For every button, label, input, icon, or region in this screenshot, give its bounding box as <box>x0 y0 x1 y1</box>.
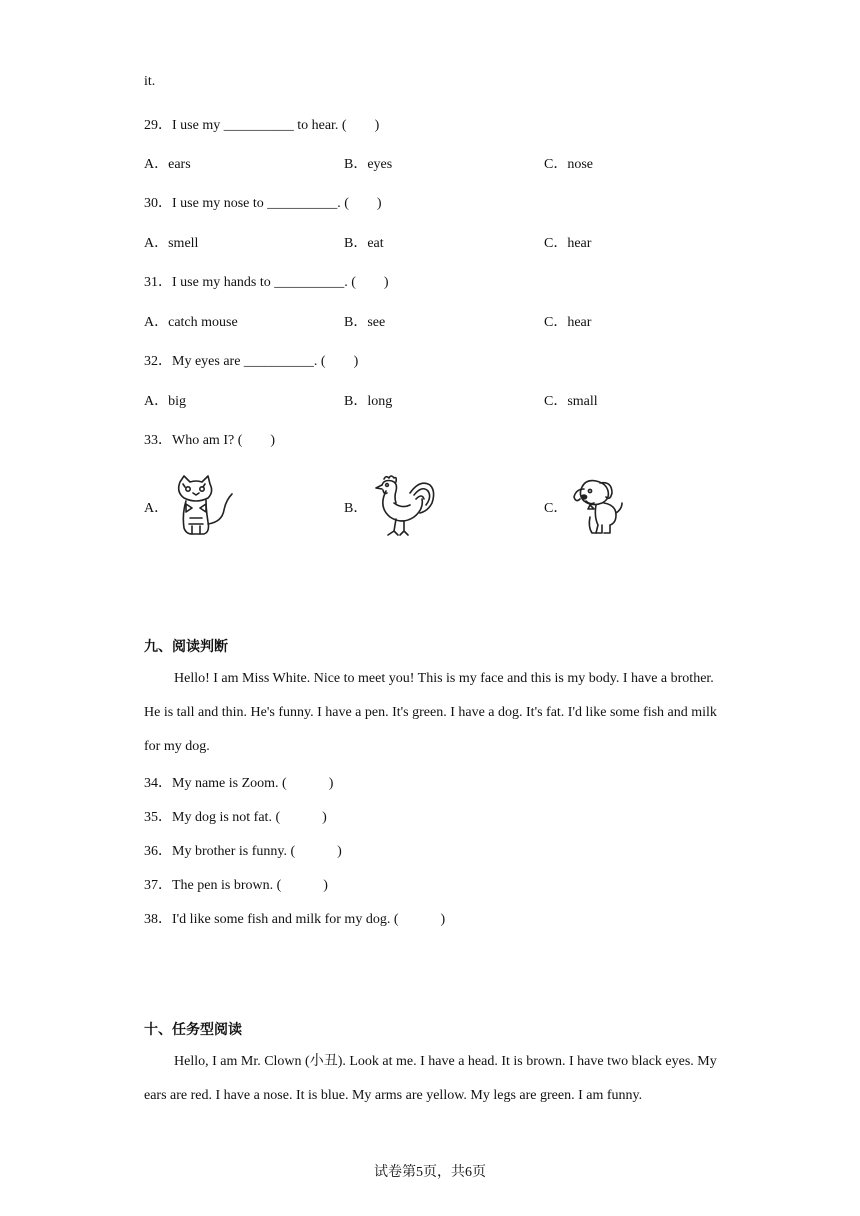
dog-icon <box>572 477 624 537</box>
q31-option-b: B．see <box>344 315 386 330</box>
rooster-icon <box>372 473 438 539</box>
question-29: 29．I use my __________ to hear. ( ) <box>144 118 380 133</box>
judgment-36: 36．My brother is funny. ( ) <box>144 844 342 859</box>
q30-option-a: A．smell <box>144 236 199 251</box>
q33-option-a: A． <box>144 501 169 516</box>
cat-icon <box>172 474 236 538</box>
section-9-title: 九、阅读判断 <box>144 639 228 655</box>
text-fragment: it. <box>144 74 156 89</box>
section-10-passage: Hello, I am Mr. Clown (小丑). Look at me. I have a head. It is brown. I have two black eyes. My ears are red. I have a nose. It is blue. My arms are yellow. My legs are green. I am funny. <box>144 1054 717 1103</box>
section-9-passage: Hello! I am Miss White. Nice to meet you! This is my face and this is my body. I have a brother. He is tall and thin. He's funny. I have a pen. It's green. I have a dog. It's fat. I'd like some fish and milk for my dog. <box>144 671 717 754</box>
section-10-title: 十、任务型阅读 <box>144 1022 242 1038</box>
q32-option-c: C．small <box>544 394 598 409</box>
judgment-34: 34．My name is Zoom. ( ) <box>144 776 334 791</box>
q31-option-c: C．hear <box>544 315 592 330</box>
q32-option-a: A．big <box>144 394 186 409</box>
q30-option-b: B．eat <box>344 236 384 251</box>
judgment-35: 35．My dog is not fat. ( ) <box>144 810 327 825</box>
question-33: 33．Who am I? ( ) <box>144 433 276 448</box>
q30-option-c: C．hear <box>544 236 592 251</box>
judgment-37: 37．The pen is brown. ( ) <box>144 878 328 893</box>
q31-option-a: A．catch mouse <box>144 315 238 330</box>
judgment-38: 38．I'd like some fish and milk for my dog. ( ) <box>144 912 446 927</box>
question-32: 32．My eyes are __________. ( ) <box>144 354 359 369</box>
q32-option-b: B．long <box>344 394 393 409</box>
q29-option-a: A．ears <box>144 157 191 172</box>
q33-option-c: C． <box>544 501 568 516</box>
question-31: 31．I use my hands to __________. ( ) <box>144 275 389 290</box>
page-footer: 试卷第5页，共6页 <box>374 1165 486 1180</box>
q33-option-b: B． <box>344 501 368 516</box>
question-30: 30．I use my nose to __________. ( ) <box>144 196 382 211</box>
q29-option-c: C．nose <box>544 157 593 172</box>
q29-option-b: B．eyes <box>344 157 393 172</box>
